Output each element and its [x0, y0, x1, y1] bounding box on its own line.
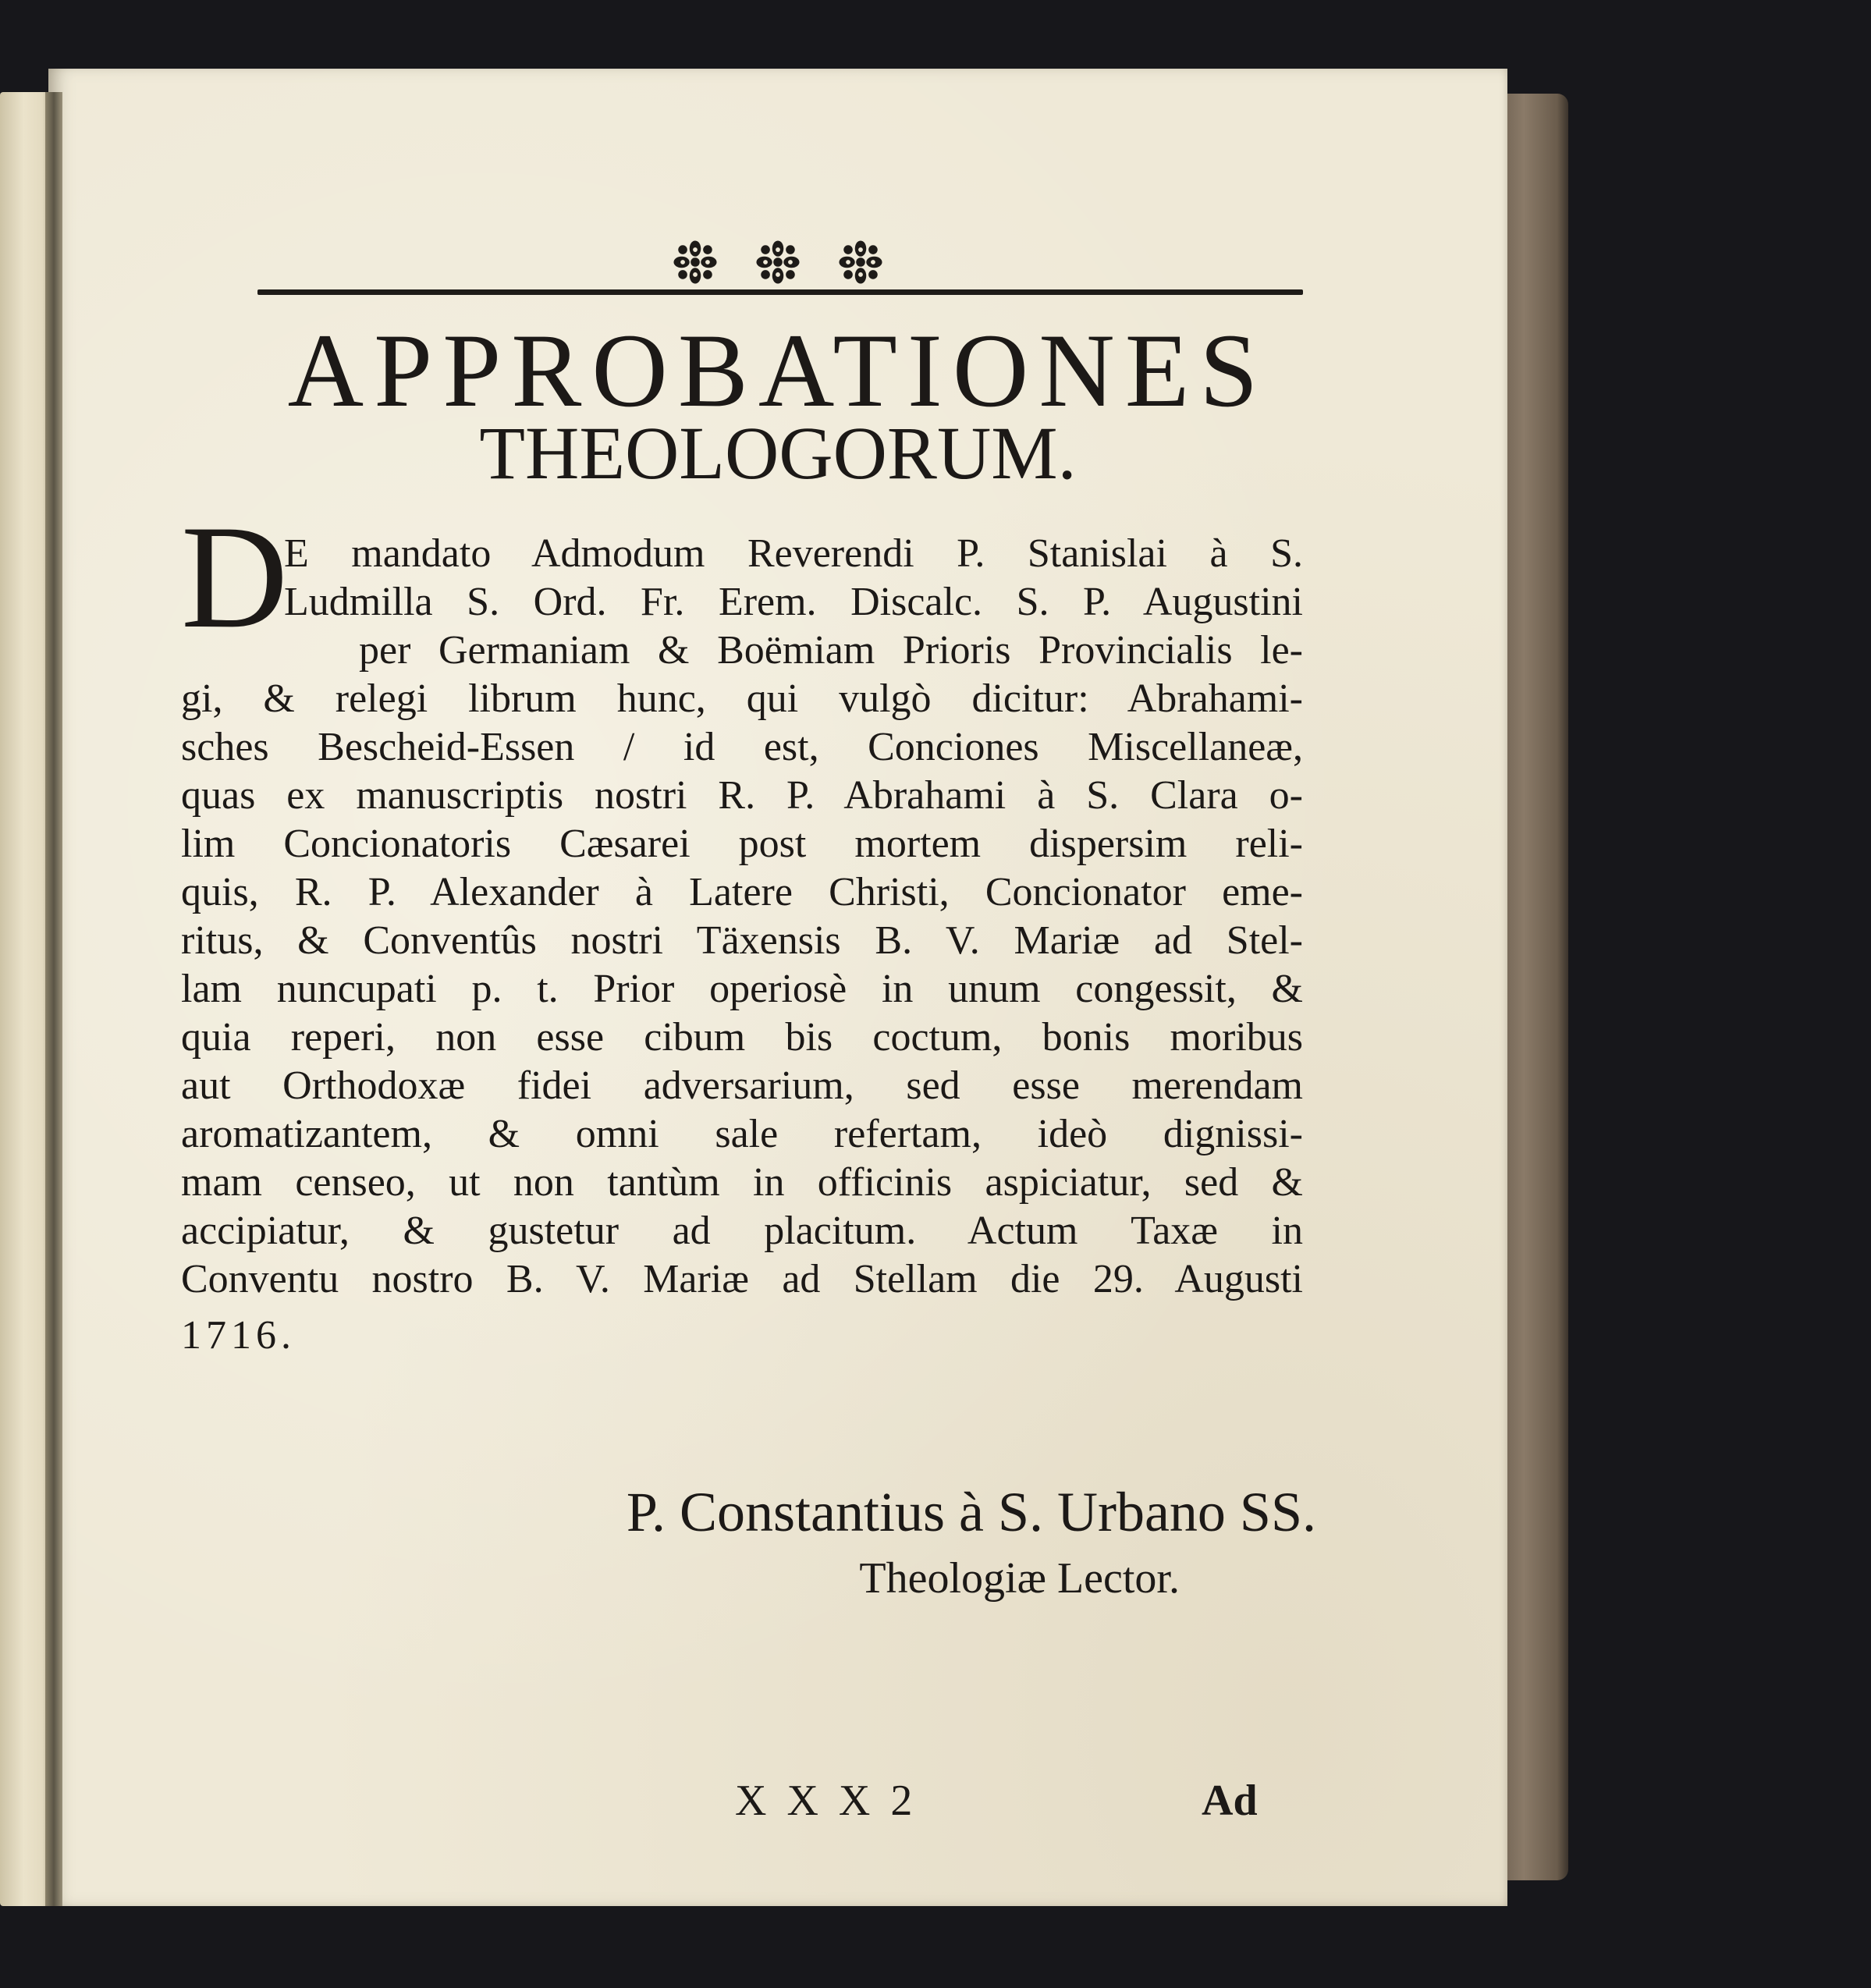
page-subtitle: THEOLOGORUM. [479, 411, 1077, 495]
fleuron-icon [673, 240, 718, 285]
text-line: aromatizantem, & omni sale refertam, ideò dignissi- [181, 1112, 1303, 1156]
drop-cap: D [181, 495, 289, 659]
text-line: quia reperi, non esse cibum bis coctum, bonis moribus [181, 1015, 1303, 1060]
catchword: Ad [1202, 1777, 1258, 1825]
book-page [48, 69, 1507, 1906]
text-line: aut Orthodoxæ fidei adversarium, sed esse merendam [181, 1063, 1303, 1108]
text-line: mam censeo, ut non tantùm in officinis aspiciatur, sed & [181, 1160, 1303, 1205]
ornament-row [673, 239, 883, 286]
text-line: 1716. [181, 1313, 296, 1358]
fleuron-icon [755, 240, 801, 285]
text-line: lim Concionatoris Cæsarei post mortem dispersim reli- [181, 822, 1303, 866]
header-rule [257, 289, 1303, 295]
signature-mark: X X X 2 [735, 1777, 918, 1825]
signature-name: P. Constantius à S. Urbano SS. [626, 1481, 1316, 1543]
book-gutter [45, 92, 62, 1906]
text-line: E mandato Admodum Reverendi P. Stanislai à S. [284, 531, 1303, 576]
text-line: gi, & relegi librum hunc, qui vulgò dicitur: Abrahami- [181, 676, 1303, 721]
text-line: Ludmilla S. Ord. Fr. Erem. Discalc. S. P. Augustini [284, 580, 1303, 624]
text-line: quas ex manuscriptis nostri R. P. Abrahami à S. Clara o- [181, 773, 1303, 818]
text-line: ritus, & Conventûs nostri Täxensis B. V. Mariæ ad Stel- [181, 918, 1303, 963]
text-line: sches Bescheid-Essen / id est, Conciones Miscellaneæ, [181, 725, 1303, 769]
text-line: quis, R. P. Alexander à Latere Christi, Concionator eme- [181, 870, 1303, 914]
text-line: accipiatur, & gustetur ad placitum. Actum Taxæ in [181, 1209, 1303, 1253]
text-line: per Germaniam & Boëmiam Prioris Provincialis le- [359, 628, 1303, 673]
page-title: APPROBATIONES [287, 313, 1269, 429]
text-line: lam nuncupati p. t. Prior operiosè in unum congessit, & [181, 967, 1303, 1011]
signature-title: Theologiæ Lector. [859, 1554, 1180, 1603]
fleuron-icon [838, 240, 883, 285]
text-line: Conventu nostro B. V. Mariæ ad Stellam die 29. Augusti [181, 1257, 1303, 1301]
